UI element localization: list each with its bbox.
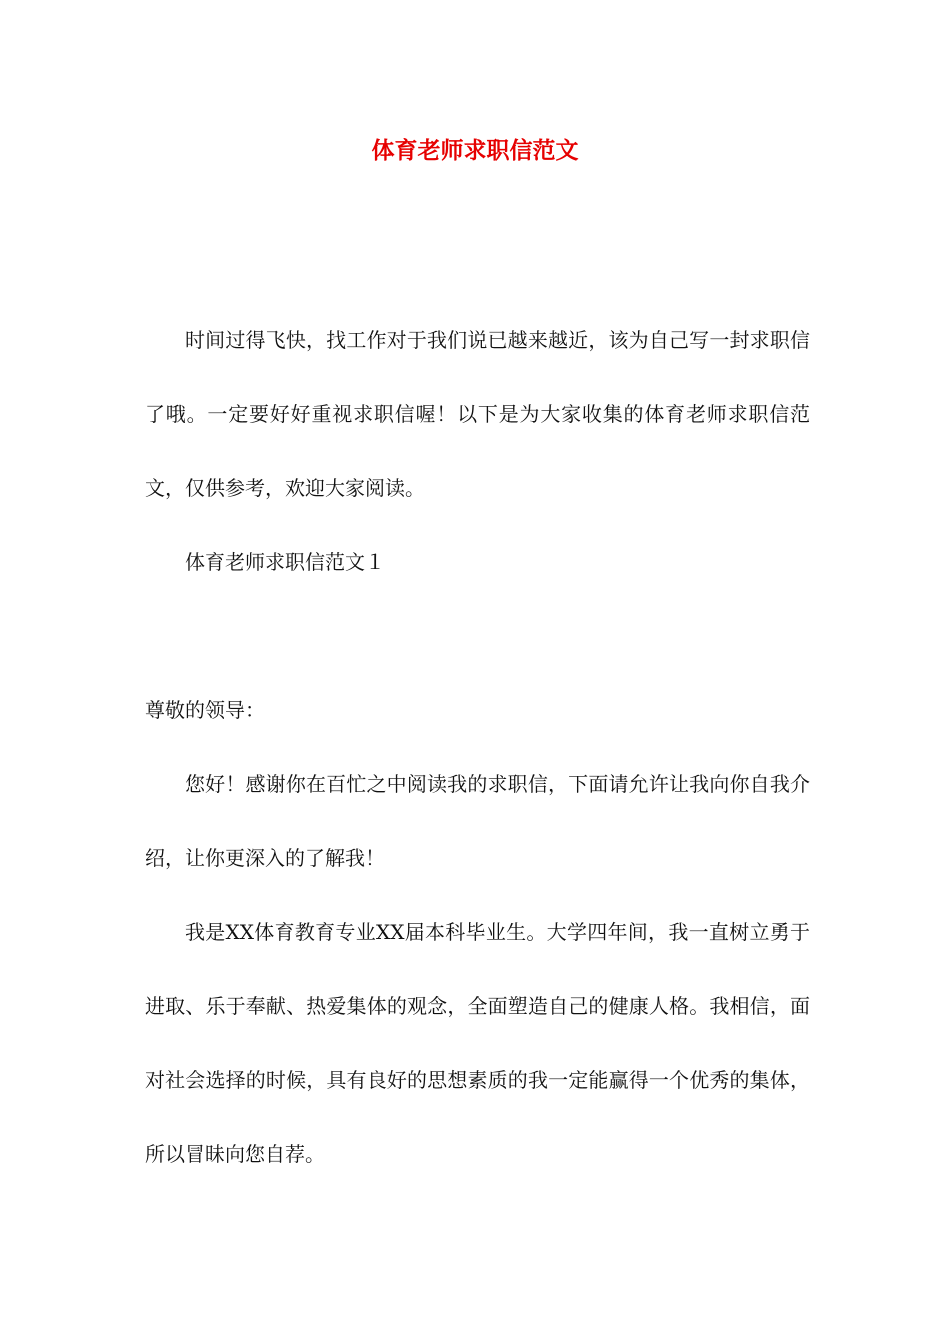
salutation: 尊敬的领导： bbox=[145, 698, 265, 722]
greeting-paragraph: 您好！感谢你在百忙之中阅读我的求职信，下面请允许让我向你自我介绍，让你更深入的了解我！ bbox=[145, 772, 810, 870]
document-body bbox=[145, 303, 810, 1191]
blank-line bbox=[145, 599, 810, 673]
document-title: 体育老师求职信范文 bbox=[371, 137, 579, 164]
intro-paragraph: 时间过得飞快，找工作对于我们说已越来越近，该为自己写一封求职信了哦。一定要好好重视求职信喔！以下是为大家收集的体育老师求职信范文，仅供参考，欢迎大家阅读。 bbox=[145, 328, 810, 500]
section-heading: 体育老师求职信范文１ bbox=[185, 550, 385, 574]
self-intro-paragraph: 我是XX体育教育专业XX届本科毕业生。大学四年间，我一直树立勇于进取、乐于奉献、热爱集体的观念，全面塑造自己的健康人格。我相信，面对社会选择的时候，具有良好的思想素质的我一定能赢得一个优秀的集体，所以冒昧向您自荐。 bbox=[145, 920, 810, 1166]
